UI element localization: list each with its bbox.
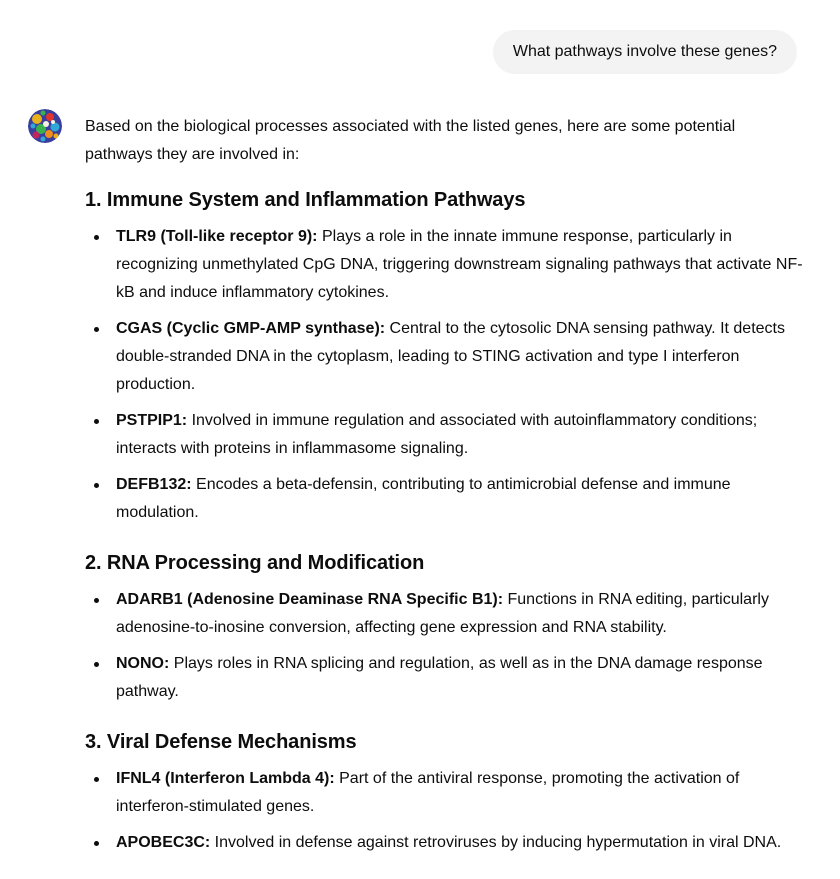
bullet bbox=[94, 598, 99, 603]
gene-name: APOBEC3C: bbox=[116, 834, 211, 851]
list-item bbox=[85, 765, 805, 821]
user-message-bubble: What pathways involve these genes? bbox=[493, 30, 797, 74]
gene-description: Plays roles in RNA splicing and regulation, as well as in the DNA damage response pathway. bbox=[116, 655, 763, 700]
bullet bbox=[94, 662, 99, 667]
gene-description: Encodes a beta-defensin, contributing to antimicrobial defense and immune modulation. bbox=[116, 476, 731, 521]
section-heading: 3. Viral Defense Mechanisms bbox=[85, 731, 357, 753]
bullet bbox=[94, 235, 99, 240]
bullet bbox=[94, 483, 99, 488]
list-item bbox=[85, 407, 805, 463]
gene-name: DEFB132: bbox=[116, 476, 192, 493]
gene-name: ADARB1 (Adenosine Deaminase RNA Specific B1): bbox=[116, 591, 504, 608]
gene-description: Plays a role in the innate immune response, particularly in recognizing unmethylated CpG DNA, triggering downstream signaling pathways that activate NF-kB and induce inflammatory cytokines. bbox=[116, 228, 803, 301]
section-heading: 1. Immune System and Inflammation Pathways bbox=[85, 189, 526, 211]
assistant-intro: Based on the biological processes associated with the listed genes, here are some potential pathways they are involved in: bbox=[85, 118, 736, 163]
list-item bbox=[85, 471, 805, 527]
gene-list bbox=[85, 586, 805, 706]
gene-list bbox=[85, 223, 805, 527]
bullet bbox=[94, 777, 99, 782]
gene-description: Functions in RNA editing, particularly adenosine-to-inosine conversion, affecting gene expression and RNA stability. bbox=[116, 591, 769, 636]
gene-name: TLR9 (Toll-like receptor 9): bbox=[116, 228, 318, 245]
gene-description: Involved in defense against retroviruses by inducing hypermutation in viral DNA. bbox=[210, 834, 782, 851]
gene-description: Part of the antiviral response, promoting the activation of interferon-stimulated genes. bbox=[116, 770, 740, 815]
list-item bbox=[85, 586, 805, 642]
gene-name: CGAS (Cyclic GMP-AMP synthase): bbox=[116, 320, 386, 337]
colorful-mosaic-avatar-icon bbox=[28, 109, 62, 143]
gene-list bbox=[85, 765, 805, 857]
gene-description: Involved in immune regulation and associated with autoinflammatory conditions; interacts with proteins in inflammasome signaling. bbox=[116, 412, 758, 457]
section-heading: 2. RNA Processing and Modification bbox=[85, 552, 425, 574]
assistant-message bbox=[85, 113, 805, 879]
list-item bbox=[85, 650, 805, 706]
gene-name: IFNL4 (Interferon Lambda 4): bbox=[116, 770, 335, 787]
gene-name: NONO: bbox=[116, 655, 170, 672]
bullet bbox=[94, 327, 99, 332]
list-item bbox=[85, 315, 805, 399]
list-item bbox=[85, 829, 805, 857]
gene-name: PSTPIP1: bbox=[116, 412, 188, 429]
bullet bbox=[94, 419, 99, 424]
list-item bbox=[85, 223, 805, 307]
gene-description: Central to the cytosolic DNA sensing pathway. It detects double-stranded DNA in the cytoplasm, leading to STING activation and type I interferon production. bbox=[116, 320, 785, 393]
bullet bbox=[94, 841, 99, 846]
